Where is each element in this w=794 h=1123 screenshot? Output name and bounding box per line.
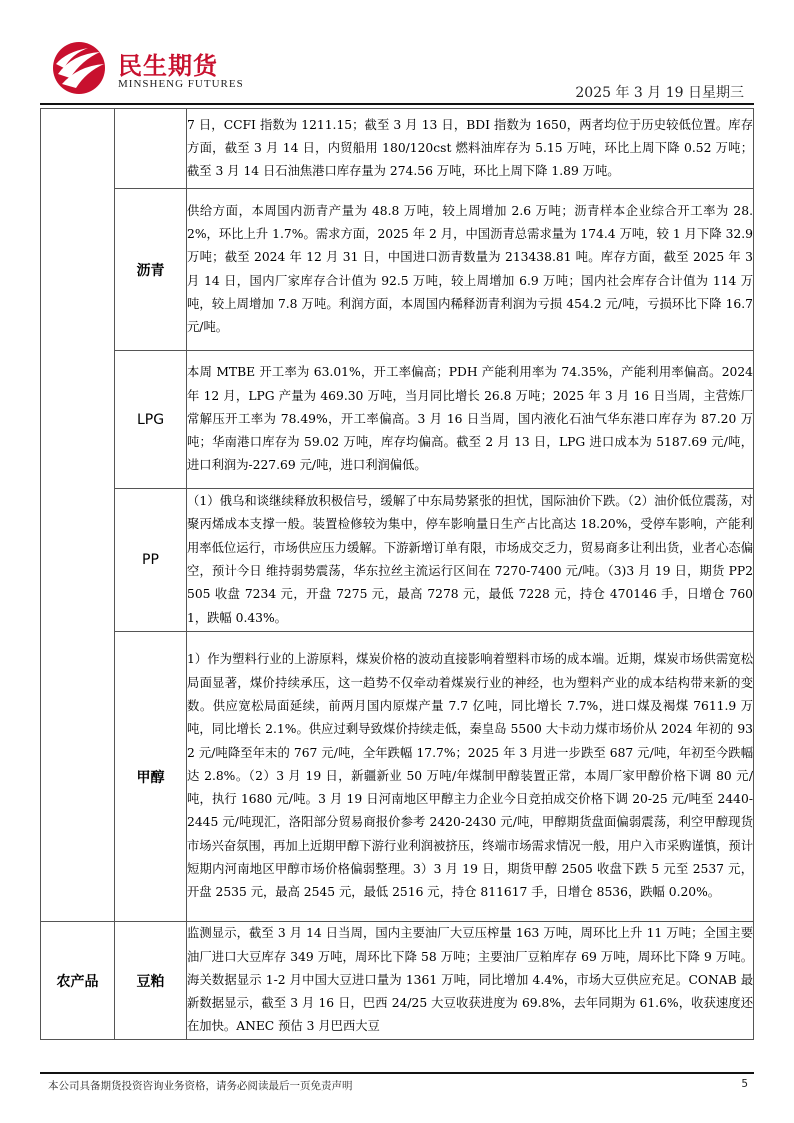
table-row (41, 922, 754, 1040)
content-cell: 供给方面，本周国内沥青产量为 48.8 万吨，较上周增加 2.6 万吨；沥青样本企业综合开工率为 28.2%，环比上升 1.7%。需求方面，2025 年 2 月，中国沥青总需求量为 174.4 万吨，较 1 月下降 32.9 万吨；截至 2024 年 12 月 31 日，中国进口沥青数量为 213438.81 吨。库存方面，截至 2025 年 3 月 14 日，国内厂家库存合计值为 92.5 万吨，较上周增加 6.9 万吨；国内社会库存合计值为 114 万吨，较上周增加 7.8 万吨。利润方面，本周国内稀释沥青利润为亏损 454.2 元/吨，亏损环比下降 16.7 元/吨。 (187, 189, 754, 351)
minsheng-logo-icon (48, 40, 110, 96)
subcategory-cell: LPG (115, 351, 187, 489)
table-row (41, 632, 754, 922)
content-cell: 本周 MTBE 开工率为 63.01%，开工率偏高；PDH 产能利用率为 74.35%，产能利用率偏高。2024 年 12 月，LPG 产量为 469.30 万吨，当月同比增长 26.8 万吨；2025 年 3 月 16 日当周，主营炼厂常解压开工率为 78.49%，开工率偏高。3 月 16 日当周，国内液化石油气华东港口库存为 87.20 万吨；华南港口库存为 59.02 万吨，库存均偏高。截至 2 月 13 日，LPG 进口成本为 5187.69 元/吨，进口利润为-227.69 元/吨，进口利润偏低。 (187, 351, 754, 489)
page-header (40, 40, 754, 102)
table-row (41, 109, 754, 189)
logo-cn-text: 民生期货 (118, 52, 218, 80)
category-cell (41, 109, 115, 922)
page-number: 5 (741, 1078, 748, 1090)
footer-disclaimer: 本公司具备期货投资咨询业务资格，请务必阅读最后一页免责声明 (48, 1080, 353, 1092)
subcategory-cell: 沥青 (115, 189, 187, 351)
subcategory-cell: 甲醇 (115, 632, 187, 922)
logo-en-text: MINSHENG FUTURES (118, 78, 244, 90)
table-row (41, 189, 754, 351)
footer-divider (40, 1072, 754, 1074)
content-cell: （1）俄乌和谈继续释放积极信号，缓解了中东局势紧张的担忧，国际油价下跌。（2）油价低位震荡，对聚丙烯成本支撑一般。装置检修较为集中，停车影响量日生产占比高达 18.20%，受停车影响，产能利用率低位运行，市场供应压力缓解。下游新增订单有限，市场成交乏力，贸易商多让利出货，业者心态偏空，预计今日 维持弱势震荡，华东拉丝主流运行区间在 7270-7400 元/吨。（3)3 月 19 日，期货 PP2505 收盘 7234 元，开盘 7275 元，最高 7278 元，最低 7228 元，持仓 470146 手，日增仓 7601，跌幅 0.43%。 (187, 489, 754, 632)
subcategory-cell (115, 109, 187, 189)
header-divider (40, 103, 754, 105)
table-row (41, 489, 754, 632)
content-cell: 1）作为塑料行业的上游原料，煤炭价格的波动直接影响着塑料市场的成本端。近期，煤炭市场供需宽松局面显著，煤价持续承压，这一趋势不仅牵动着煤炭行业的神经，也为塑料产业的成本结构带来新的变数。供应宽松局面延续，前两月国内原煤产量 7.7 亿吨，同比增长 7.7%，进口煤及褐煤 7611.9 万吨，同比增长 2.1%。供应过剩导致煤价持续走低，秦皇岛 5500 大卡动力煤市场价从 2024 年初的 932 元/吨降至年末的 767 元/吨，全年跌幅 17.7%；2025 年 3 月进一步跌至 687 元/吨，年初至今跌幅达 2.8%。（2）3 月 19 日，新疆新业 50 万吨/年煤制甲醇装置正常，本周厂家甲醇价格下调 80 元/吨，执行 1680 元/吨。3 月 19 日河南地区甲醇主力企业今日竞拍成交价格下调 20-25 元/吨至 2440-2445 元/吨现汇，洛阳部分贸易商报价参考 2420-2430 元/吨，甲醇期货盘面偏弱震荡，利空甲醇现货市场兴奋氛围，再加上近期甲醇下游行业利润被挤压，终端市场需求情况一般，用户入市采购谨慎，预计短期内河南地区甲醇市场价格偏弱整理。3）3 月 19 日，期货甲醇 2505 收盘下跌 5 元至 2537 元，开盘 2535 元，最高 2545 元，最低 2516 元，持仓 811617 手，日增仓 8536，跌幅 0.20%。 (187, 632, 754, 922)
table-row (41, 351, 754, 489)
report-date: 2025 年 3 月 19 日星期三 (575, 85, 744, 101)
commodity-table (40, 108, 754, 1040)
subcategory-cell: 豆粕 (115, 922, 187, 1040)
category-cell: 农产品 (41, 922, 115, 1040)
content-cell: 监测显示，截至 3 月 14 日当周，国内主要油厂大豆压榨量 163 万吨，周环比上升 11 万吨；全国主要油厂进口大豆库存 349 万吨，周环比下降 58 万吨；主要油厂豆粕库存 69 万吨，周环比下降 9 万吨。海关数据显示 1-2 月中国大豆进口量为 1361 万吨，同比增加 4.4%，市场大豆供应充足。CONAB 最新数据显示，截至 3 月 16 日，巴西 24/25 大豆收获进度为 69.8%，去年同期为 61.6%，收获速度还在加快。ANEC 预估 3 月巴西大豆 (187, 922, 754, 1040)
subcategory-cell: PP (115, 489, 187, 632)
content-cell: 7 日，CCFI 指数为 1211.15；截至 3 月 13 日，BDI 指数为 1650，两者均位于历史较低位置。库存方面，截至 3 月 14 日，内贸船用 180/120cst 燃料油库存为 5.15 万吨，环比上周下降 0.52 万吨；截至 3 月 14 日石油焦港口库存量为 274.56 万吨，环比上周下降 1.89 万吨。 (187, 109, 754, 189)
